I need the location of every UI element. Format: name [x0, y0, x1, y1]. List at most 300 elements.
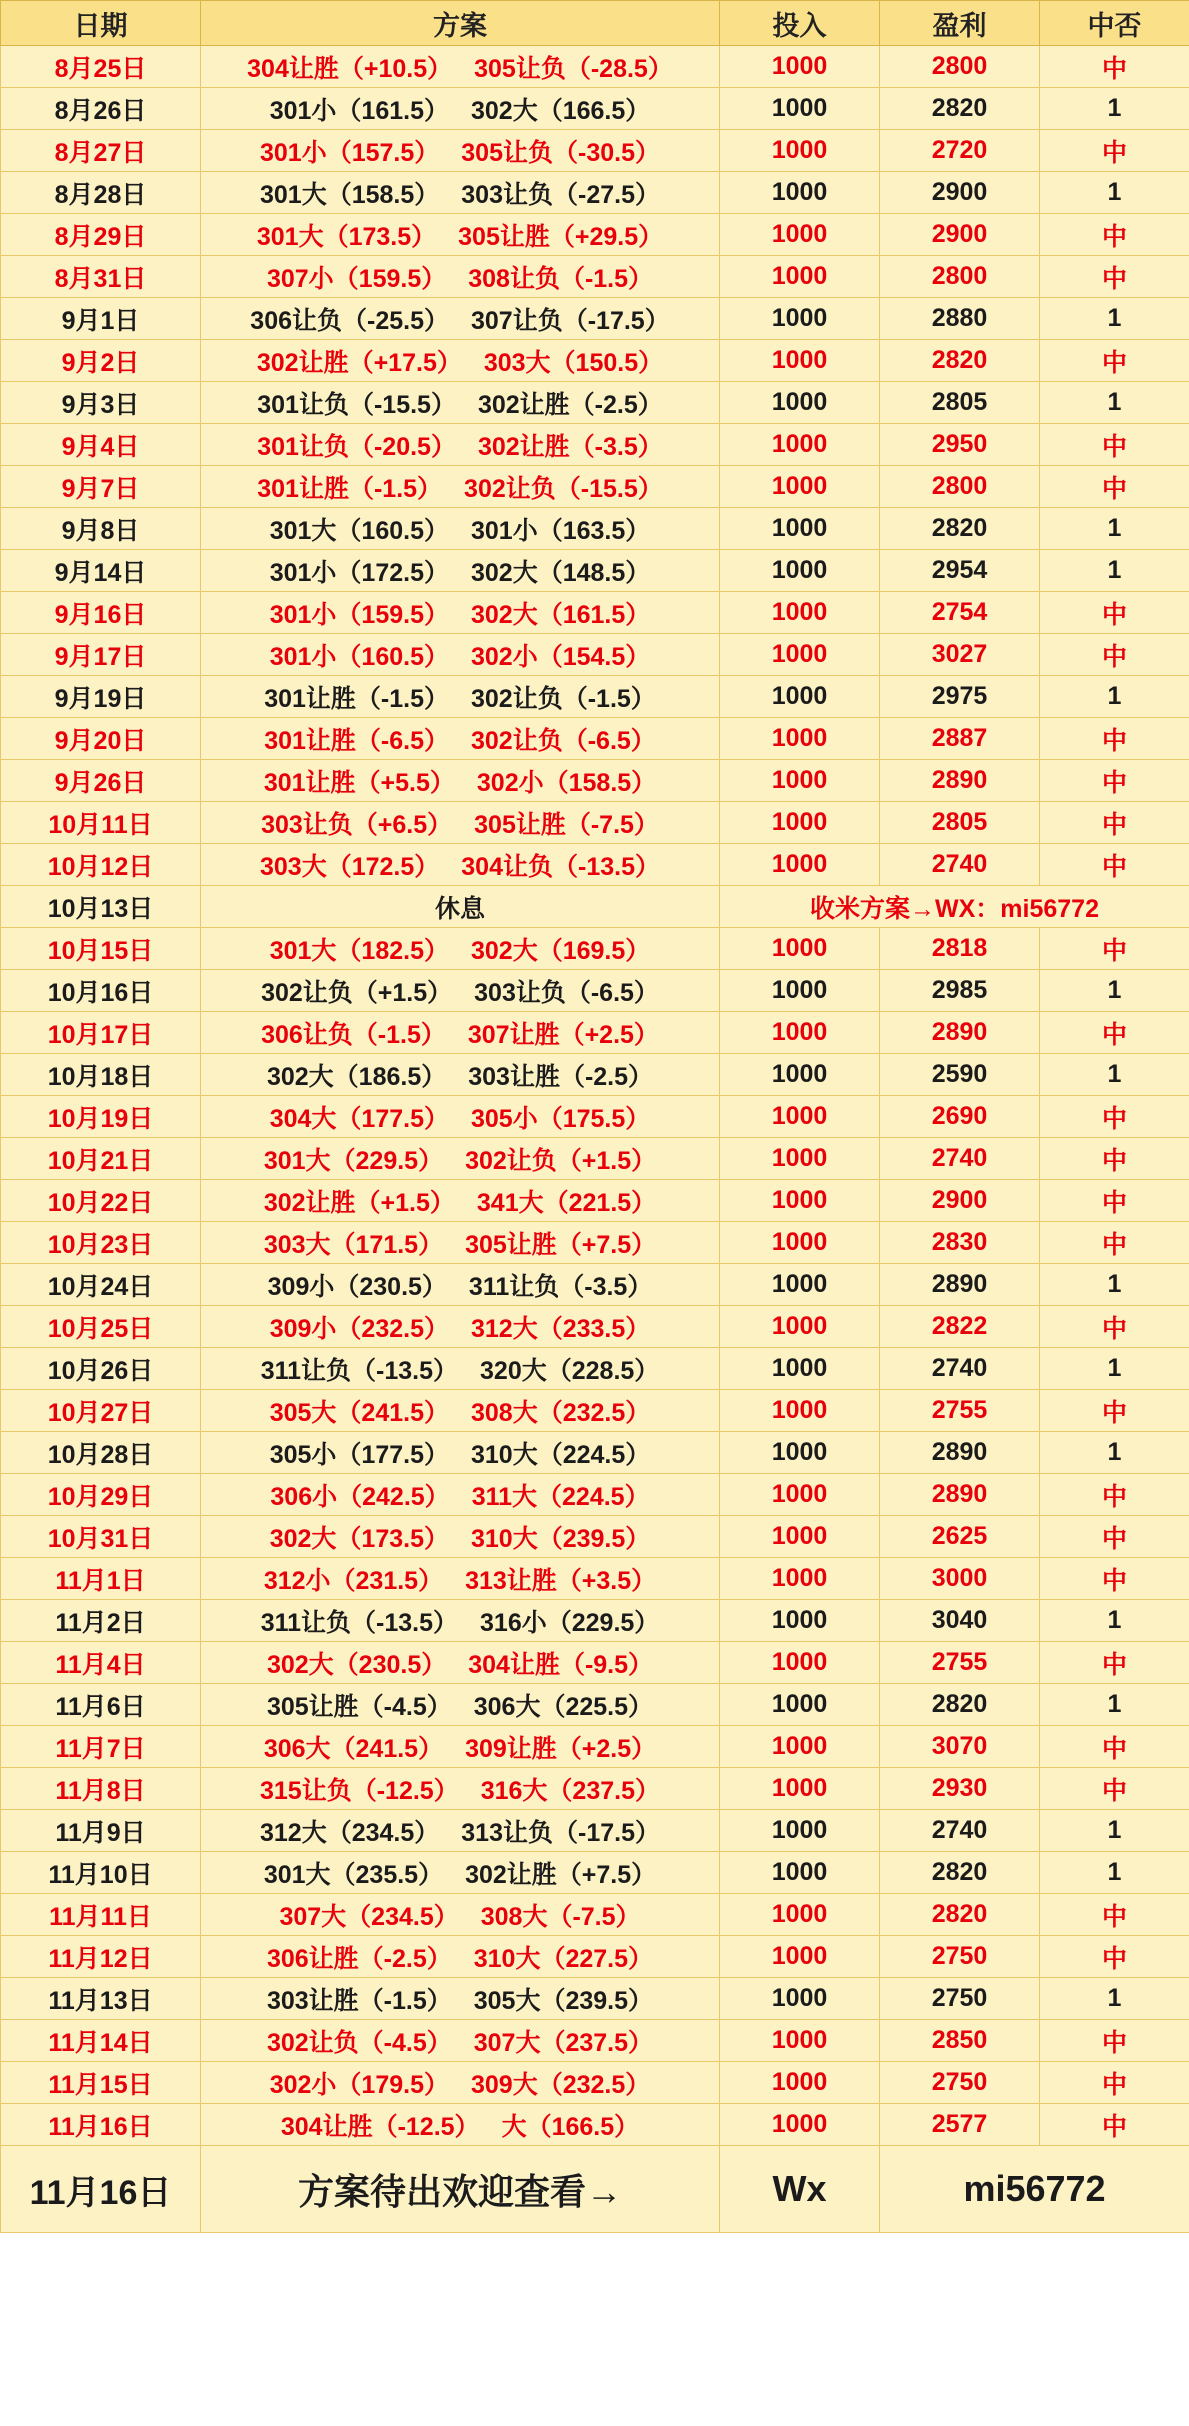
- plan-item-b: 303让胜（-2.5）: [468, 1062, 654, 1091]
- cell-profit: 2690: [880, 1096, 1040, 1138]
- cell-plan: [201, 1726, 720, 1768]
- cell-stake: 1000: [720, 676, 880, 718]
- table-row: [1, 1474, 1189, 1516]
- cell-stake: 1000: [720, 340, 880, 382]
- table-row: [1, 1180, 1189, 1222]
- cell-profit: 2740: [880, 1138, 1040, 1180]
- cell-hit: 1: [1040, 172, 1189, 214]
- cell-plan: [201, 1768, 720, 1810]
- cell-hit: 1: [1040, 1432, 1189, 1474]
- cell-date: 11月8日: [1, 1768, 201, 1810]
- cell-stake: 1000: [720, 298, 880, 340]
- cell-profit: 2985: [880, 970, 1040, 1012]
- cell-profit: 2625: [880, 1516, 1040, 1558]
- cell-date: 10月28日: [1, 1432, 201, 1474]
- cell-hit: 中: [1040, 1222, 1189, 1264]
- cell-hit: 中: [1040, 2020, 1189, 2062]
- cell-stake: 1000: [720, 46, 880, 88]
- plan-item-b: 305让胜（+7.5）: [465, 1230, 657, 1259]
- cell-stake: 1000: [720, 172, 880, 214]
- cell-profit: 2890: [880, 1264, 1040, 1306]
- table-row: [1, 928, 1189, 970]
- cell-plan: [201, 88, 720, 130]
- plan-item-b: 310大（227.5）: [473, 1944, 654, 1973]
- promo-banner: 收米方案→WX：mi56772: [720, 886, 1189, 928]
- cell-date: 10月29日: [1, 1474, 201, 1516]
- plan-item-a: 302大（173.5）: [269, 1524, 449, 1553]
- plan-item-b: 302让负（+1.5）: [465, 1146, 657, 1175]
- cell-plan: [201, 1264, 720, 1306]
- cell-plan: [201, 1096, 720, 1138]
- table-row: [1, 718, 1189, 760]
- table-row: [1, 1852, 1189, 1894]
- table-row: [1, 214, 1189, 256]
- cell-date: 11月11日: [1, 1894, 201, 1936]
- column-header-date: 日期: [1, 1, 201, 46]
- cell-date: 10月11日: [1, 802, 201, 844]
- plan-item-a: 307小（159.5）: [266, 264, 447, 293]
- cell-date: 8月27日: [1, 130, 201, 172]
- cell-plan: [201, 1012, 720, 1054]
- cell-stake: 1000: [720, 382, 880, 424]
- cell-plan: [201, 424, 720, 466]
- cell-plan: [201, 466, 720, 508]
- table-row: [1, 550, 1189, 592]
- table-row: [1, 1894, 1189, 1936]
- cell-hit: 中: [1040, 1306, 1189, 1348]
- cell-stake: 1000: [720, 844, 880, 886]
- cell-profit: 3027: [880, 634, 1040, 676]
- cell-stake: 1000: [720, 1768, 880, 1810]
- plan-item-a: 306让负（-25.5）: [250, 306, 449, 335]
- cell-plan: [201, 550, 720, 592]
- table-row: [1, 1936, 1189, 1978]
- plan-item-b: 303大（150.5）: [483, 348, 664, 377]
- cell-profit: 2755: [880, 1642, 1040, 1684]
- cell-plan: [201, 2104, 720, 2146]
- cell-hit: 1: [1040, 298, 1189, 340]
- plan-item-b: 302小（154.5）: [471, 642, 651, 671]
- cell-plan: [201, 928, 720, 970]
- plan-item-a: 305大（241.5）: [269, 1398, 449, 1427]
- cell-plan: [201, 676, 720, 718]
- plan-item-b: 305让胜（+29.5）: [458, 222, 664, 251]
- cell-date: 11月14日: [1, 2020, 201, 2062]
- plan-item-a: 301小（157.5）: [260, 138, 440, 167]
- cell-stake: 1000: [720, 1726, 880, 1768]
- cell-date: 10月12日: [1, 844, 201, 886]
- plan-item-a: 302让负（+1.5）: [261, 978, 453, 1007]
- plan-item-a: 306让胜（-2.5）: [266, 1944, 452, 1973]
- cell-stake: 1000: [720, 970, 880, 1012]
- plan-item-a: 301小（161.5）: [269, 96, 449, 125]
- cell-profit: 2930: [880, 1768, 1040, 1810]
- table-row: [1, 1684, 1189, 1726]
- cell-hit: 中: [1040, 718, 1189, 760]
- cell-plan: [201, 130, 720, 172]
- plan-item-b: 310大（239.5）: [471, 1524, 651, 1553]
- cell-stake: 1000: [720, 1936, 880, 1978]
- table-row: [1, 298, 1189, 340]
- cell-profit: 2750: [880, 2062, 1040, 2104]
- plan-item-a: 301让胜（-6.5）: [264, 726, 449, 755]
- plan-item-a: 301小（172.5）: [269, 558, 449, 587]
- cell-stake: 1000: [720, 1012, 880, 1054]
- cell-plan: [201, 1978, 720, 2020]
- cell-date: 10月13日: [1, 886, 201, 928]
- cell-profit: 2900: [880, 214, 1040, 256]
- cell-date: 8月31日: [1, 256, 201, 298]
- cell-date: 10月26日: [1, 1348, 201, 1390]
- cell-plan: [201, 1306, 720, 1348]
- cell-profit: 2850: [880, 2020, 1040, 2062]
- cell-profit: 3070: [880, 1726, 1040, 1768]
- plan-item-b: 316大（237.5）: [480, 1776, 660, 1805]
- plan-item-a: 302让胜（+1.5）: [263, 1188, 455, 1217]
- cell-stake: 1000: [720, 1894, 880, 1936]
- plan-item-a: 311让负（-13.5）: [260, 1356, 459, 1385]
- cell-hit: 中: [1040, 1642, 1189, 1684]
- plan-item-b: 302大（166.5）: [471, 96, 651, 125]
- cell-date: 11月1日: [1, 1558, 201, 1600]
- cell-profit: 2740: [880, 1348, 1040, 1390]
- cell-plan: [201, 1474, 720, 1516]
- plan-item-a: 301让胜（-1.5）: [264, 684, 449, 713]
- cell-date: 9月1日: [1, 298, 201, 340]
- cell-hit: 1: [1040, 1810, 1189, 1852]
- plan-item-a: 301大（229.5）: [263, 1146, 444, 1175]
- plan-item-b: 304让负（-13.5）: [461, 852, 660, 881]
- cell-stake: 1000: [720, 1180, 880, 1222]
- cell-date: 11月4日: [1, 1642, 201, 1684]
- cell-hit: 1: [1040, 382, 1189, 424]
- cell-plan: [201, 2020, 720, 2062]
- cell-stake: 1000: [720, 2104, 880, 2146]
- table-row: [1, 634, 1189, 676]
- plan-item-a: 301让负（-15.5）: [257, 390, 456, 419]
- table-row: [1, 844, 1189, 886]
- cell-profit: 2720: [880, 130, 1040, 172]
- plan-item-a: 301让胜（+5.5）: [263, 768, 455, 797]
- cell-profit: 2900: [880, 172, 1040, 214]
- cell-stake: 1000: [720, 1558, 880, 1600]
- plan-item-a: 306让负（-1.5）: [261, 1020, 446, 1049]
- cell-stake: 1000: [720, 424, 880, 466]
- table-row: [1, 1642, 1189, 1684]
- cell-profit: 2820: [880, 1852, 1040, 1894]
- cell-plan: [201, 1054, 720, 1096]
- plan-item-a: 301大（235.5）: [263, 1860, 444, 1889]
- plan-item-b: 306大（225.5）: [473, 1692, 654, 1721]
- cell-profit: 2800: [880, 256, 1040, 298]
- cell-plan: [201, 1222, 720, 1264]
- plan-item-b: 341大（221.5）: [476, 1188, 657, 1217]
- plan-item-b: 316小（229.5）: [480, 1608, 660, 1637]
- plan-item-a: 311让负（-13.5）: [260, 1608, 459, 1637]
- plan-item-b: 313让胜（+3.5）: [465, 1566, 657, 1595]
- plan-item-b: 305让胜（-7.5）: [474, 810, 659, 839]
- cell-profit: 2820: [880, 508, 1040, 550]
- plan-item-a: 303大（172.5）: [260, 852, 440, 881]
- table-row: [1, 1768, 1189, 1810]
- table-row: [1, 2104, 1189, 2146]
- cell-date: 10月17日: [1, 1012, 201, 1054]
- cell-profit: 2880: [880, 298, 1040, 340]
- table-row: [1, 676, 1189, 718]
- cell-hit: 1: [1040, 970, 1189, 1012]
- cell-hit: 中: [1040, 1096, 1189, 1138]
- table-row: [1, 1432, 1189, 1474]
- cell-plan: [201, 1390, 720, 1432]
- plan-item-a: 301让胜（-1.5）: [257, 474, 443, 503]
- table-row: [1, 760, 1189, 802]
- cell-profit: 2820: [880, 340, 1040, 382]
- cell-profit: 2818: [880, 928, 1040, 970]
- cell-hit: 1: [1040, 1348, 1189, 1390]
- plan-item-a: 306大（241.5）: [263, 1734, 444, 1763]
- footer-wx-id: mi56772: [880, 2146, 1189, 2233]
- cell-stake: 1000: [720, 1054, 880, 1096]
- cell-profit: 2754: [880, 592, 1040, 634]
- cell-hit: 中: [1040, 1558, 1189, 1600]
- plan-item-a: 302让负（-4.5）: [266, 2028, 452, 2057]
- cell-plan: [201, 2062, 720, 2104]
- cell-date: 10月24日: [1, 1264, 201, 1306]
- plan-item-b: 309让胜（+2.5）: [465, 1734, 657, 1763]
- cell-profit: 2890: [880, 760, 1040, 802]
- cell-profit: 2740: [880, 1810, 1040, 1852]
- table-row: [1, 1978, 1189, 2020]
- plan-item-a: 304让胜（+10.5）: [247, 54, 453, 83]
- plan-item-b: 305让负（-28.5）: [474, 54, 673, 83]
- cell-hit: 中: [1040, 1936, 1189, 1978]
- plan-item-b: 305让负（-30.5）: [461, 138, 660, 167]
- table-row: [1, 1810, 1189, 1852]
- cell-plan: [201, 1180, 720, 1222]
- cell-date: 11月16日: [1, 2104, 201, 2146]
- table-row: [1, 508, 1189, 550]
- plan-item-b: 320大（228.5）: [480, 1356, 660, 1385]
- cell-plan: [201, 1138, 720, 1180]
- cell-date: 11月15日: [1, 2062, 201, 2104]
- cell-hit: 1: [1040, 676, 1189, 718]
- cell-stake: 1000: [720, 508, 880, 550]
- cell-stake: 1000: [720, 1432, 880, 1474]
- cell-date: 11月10日: [1, 1852, 201, 1894]
- table-row: [1, 88, 1189, 130]
- cell-profit: 2950: [880, 424, 1040, 466]
- plan-item-a: 312大（234.5）: [260, 1818, 440, 1847]
- cell-profit: 2887: [880, 718, 1040, 760]
- plan-item-b: 302让胜（+7.5）: [465, 1860, 657, 1889]
- cell-hit: 中: [1040, 1138, 1189, 1180]
- cell-profit: 2890: [880, 1474, 1040, 1516]
- cell-plan: [201, 172, 720, 214]
- cell-profit: 2740: [880, 844, 1040, 886]
- cell-stake: 1000: [720, 760, 880, 802]
- plan-item-a: 307大（234.5）: [279, 1902, 459, 1931]
- plan-item-b: 302让负（-15.5）: [464, 474, 663, 503]
- cell-hit: 中: [1040, 1012, 1189, 1054]
- plan-item-b: 大（166.5）: [501, 2112, 640, 2141]
- cell-stake: 1000: [720, 928, 880, 970]
- footer-wx-label: Wx: [720, 2146, 880, 2233]
- plan-item-b: 302小（158.5）: [476, 768, 657, 797]
- column-header-plan: 方案: [201, 1, 720, 46]
- plan-item-b: 302大（161.5）: [471, 600, 651, 629]
- cell-profit: 2830: [880, 1222, 1040, 1264]
- cell-date: 8月28日: [1, 172, 201, 214]
- cell-plan: [201, 1852, 720, 1894]
- plan-item-b: 307让胜（+2.5）: [467, 1020, 659, 1049]
- cell-stake: 1000: [720, 1978, 880, 2020]
- plan-item-b: 302让胜（-3.5）: [477, 432, 663, 461]
- cell-hit: 中: [1040, 844, 1189, 886]
- cell-plan: [201, 256, 720, 298]
- cell-plan: [201, 382, 720, 424]
- plan-item-b: 302大（169.5）: [471, 936, 651, 965]
- cell-hit: 中: [1040, 634, 1189, 676]
- plan-item-a: 312小（231.5）: [263, 1566, 444, 1595]
- plan-item-a: 303让负（+6.5）: [261, 810, 453, 839]
- cell-date: 8月29日: [1, 214, 201, 256]
- plan-item-a: 305小（177.5）: [269, 1440, 449, 1469]
- cell-hit: 中: [1040, 592, 1189, 634]
- cell-stake: 1000: [720, 1264, 880, 1306]
- plan-item-a: 304大（177.5）: [269, 1104, 449, 1133]
- column-header-hit: 中否: [1040, 1, 1189, 46]
- cell-stake: 1000: [720, 1600, 880, 1642]
- plan-item-b: 303让负（-27.5）: [461, 180, 660, 209]
- cell-stake: 1000: [720, 1306, 880, 1348]
- plan-item-b: 307让负（-17.5）: [471, 306, 670, 335]
- cell-profit: 2590: [880, 1054, 1040, 1096]
- plan-item-a: 301大（173.5）: [256, 222, 437, 251]
- cell-stake: 1000: [720, 466, 880, 508]
- table-row: [1, 130, 1189, 172]
- cell-stake: 1000: [720, 550, 880, 592]
- cell-plan: [201, 508, 720, 550]
- cell-date: 9月26日: [1, 760, 201, 802]
- cell-date: 11月9日: [1, 1810, 201, 1852]
- plan-item-a: 302大（186.5）: [266, 1062, 447, 1091]
- cell-date: 10月21日: [1, 1138, 201, 1180]
- cell-profit: 2805: [880, 802, 1040, 844]
- cell-plan: [201, 340, 720, 382]
- plan-item-a: 301小（160.5）: [269, 642, 449, 671]
- plan-item-b: 310大（224.5）: [471, 1440, 651, 1469]
- plan-item-a: 302让胜（+17.5）: [256, 348, 462, 377]
- cell-stake: 1000: [720, 256, 880, 298]
- cell-date: 10月25日: [1, 1306, 201, 1348]
- cell-hit: 中: [1040, 802, 1189, 844]
- table-row: [1, 1222, 1189, 1264]
- cell-hit: 1: [1040, 1264, 1189, 1306]
- cell-hit: 中: [1040, 466, 1189, 508]
- table-row: [1, 1558, 1189, 1600]
- cell-date: 9月17日: [1, 634, 201, 676]
- table-row: [1, 1726, 1189, 1768]
- cell-plan: [201, 634, 720, 676]
- plan-item-b: 313让负（-17.5）: [461, 1818, 660, 1847]
- cell-hit: 中: [1040, 760, 1189, 802]
- plan-item-a: 303大（171.5）: [263, 1230, 444, 1259]
- table-body: [1, 46, 1189, 2146]
- table-row: [1, 466, 1189, 508]
- cell-stake: 1000: [720, 1222, 880, 1264]
- plan-item-b: 311让负（-3.5）: [468, 1272, 653, 1301]
- cell-date: 10月16日: [1, 970, 201, 1012]
- cell-date: 10月18日: [1, 1054, 201, 1096]
- cell-stake: 1000: [720, 1516, 880, 1558]
- plan-item-b: 302让负（-6.5）: [471, 726, 656, 755]
- cell-profit: 2750: [880, 1978, 1040, 2020]
- cell-plan: [201, 46, 720, 88]
- plan-item-b: 302大（148.5）: [471, 558, 651, 587]
- table-row: [1, 802, 1189, 844]
- cell-hit: 中: [1040, 256, 1189, 298]
- cell-date: 10月23日: [1, 1222, 201, 1264]
- cell-hit: 中: [1040, 1474, 1189, 1516]
- table-row: [1, 2020, 1189, 2062]
- table-row: [1, 1012, 1189, 1054]
- cell-profit: 2577: [880, 2104, 1040, 2146]
- table-row: [1, 2062, 1189, 2104]
- cell-stake: 1000: [720, 2062, 880, 2104]
- cell-hit: 中: [1040, 1894, 1189, 1936]
- table-row: [1, 970, 1189, 1012]
- cell-date: 9月19日: [1, 676, 201, 718]
- table-row: [1, 424, 1189, 466]
- cell-stake: 1000: [720, 214, 880, 256]
- column-header-profit: 盈利: [880, 1, 1040, 46]
- cell-date: 9月4日: [1, 424, 201, 466]
- cell-hit: 1: [1040, 1852, 1189, 1894]
- cell-profit: 2805: [880, 382, 1040, 424]
- cell-stake: 1000: [720, 634, 880, 676]
- table-row: [1, 1516, 1189, 1558]
- cell-date: 9月3日: [1, 382, 201, 424]
- cell-profit: 2975: [880, 676, 1040, 718]
- cell-date: 10月22日: [1, 1180, 201, 1222]
- table-row: [1, 1054, 1189, 1096]
- cell-plan: [201, 1894, 720, 1936]
- cell-hit: 1: [1040, 1978, 1189, 2020]
- cell-profit: 2750: [880, 1936, 1040, 1978]
- plan-item-b: 307大（237.5）: [473, 2028, 654, 2057]
- plan-item-a: 303让胜（-1.5）: [266, 1986, 452, 2015]
- cell-hit: 中: [1040, 46, 1189, 88]
- cell-hit: 中: [1040, 130, 1189, 172]
- plan-item-b: 309大（232.5）: [471, 2070, 651, 2099]
- cell-plan: [201, 1936, 720, 1978]
- cell-date: 10月19日: [1, 1096, 201, 1138]
- plan-item-b: 305大（239.5）: [473, 1986, 654, 2015]
- cell-hit: 中: [1040, 1768, 1189, 1810]
- cell-plan: [201, 1810, 720, 1852]
- column-header-stake: 投入: [720, 1, 880, 46]
- cell-profit: 2890: [880, 1432, 1040, 1474]
- cell-hit: 1: [1040, 550, 1189, 592]
- cell-profit: 2800: [880, 46, 1040, 88]
- cell-profit: 2820: [880, 88, 1040, 130]
- plan-item-a: 305让胜（-4.5）: [266, 1692, 452, 1721]
- cell-date: 11月2日: [1, 1600, 201, 1642]
- cell-stake: 1000: [720, 1390, 880, 1432]
- cell-date: 9月16日: [1, 592, 201, 634]
- cell-date: 8月26日: [1, 88, 201, 130]
- cell-plan: [201, 718, 720, 760]
